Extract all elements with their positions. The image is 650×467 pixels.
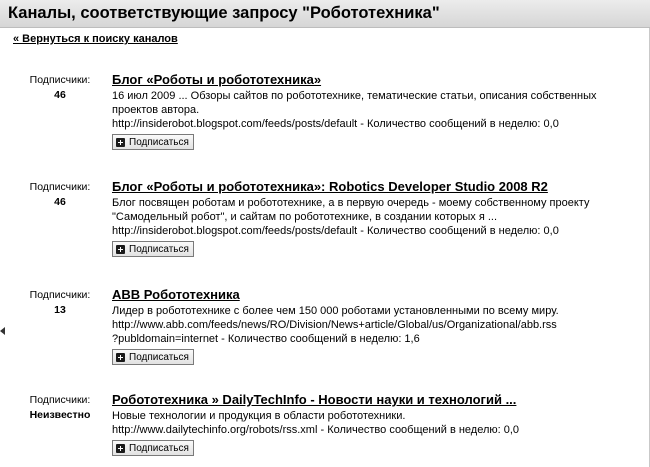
result-feed-info: http://insiderobot.blogspot.com/feeds/posts/default - Количество сообщений в неделю: 0,0	[112, 225, 559, 237]
subscribers-count: Неизвестно	[29, 409, 91, 421]
result-description: 16 июл 2009 ... Обзоры сайтов по робототехнике, тематические статьи, описания собственных проектов автора.	[112, 90, 597, 116]
result-description: Новые технологии и продукция в области робототехники.	[112, 410, 406, 422]
collapse-arrow-icon[interactable]	[0, 327, 5, 335]
result-title-link[interactable]: Блог «Роботы и робототехника»: Robotics Developer Studio 2008 R2	[112, 179, 548, 194]
result-title-link[interactable]: ABB Робототехника	[112, 287, 240, 302]
result-body	[112, 286, 642, 367]
subscribe-button-label: Подписаться	[129, 243, 189, 255]
subscribe-button-label: Подписаться	[129, 136, 189, 148]
subscribers-label: Подписчики:	[29, 394, 91, 406]
subscribers-count: 46	[54, 196, 66, 208]
subscribe-button-label: Подписаться	[129, 442, 189, 454]
subscribe-button[interactable]	[112, 440, 194, 456]
result-title-link[interactable]: Блог «Роботы и робототехника»	[112, 72, 322, 87]
result-body	[112, 178, 642, 259]
subscribers-block	[20, 394, 100, 421]
page-title: Каналы, соответствующие запросу "Робототехника"	[8, 4, 440, 22]
subscribers-label: Подписчики:	[29, 289, 91, 301]
subscribers-block	[20, 74, 100, 101]
result-description: Блог посвящен роботам и робототехнике, а в первую очередь - моему собственному проекту "Самодельный робот", и сайтам по робототехнике, в создании которых я ...	[112, 197, 590, 223]
plus-icon	[116, 245, 125, 254]
subscribe-button[interactable]	[112, 241, 194, 257]
result-feed-info: http://insiderobot.blogspot.com/feeds/posts/default - Количество сообщений в неделю: 0,0	[112, 118, 559, 130]
result-feed-info: http://www.abb.com/feeds/news/RO/Division/News+article/Global/us/Organizational/abb.rss ?publdomain=internet - Количество сообщений в неделю: 1,6	[112, 319, 557, 345]
subscribers-block	[20, 181, 100, 208]
subscribers-count: 13	[54, 304, 66, 316]
result-description: Лидер в робототехнике с более чем 150 000 роботами установленными по всему миру.	[112, 305, 559, 317]
result-body	[112, 71, 642, 152]
result-feed-info: http://www.dailytechinfo.org/robots/rss.xml - Количество сообщений в неделю: 0,0	[112, 424, 520, 436]
subscribers-block	[20, 289, 100, 316]
subscribe-button[interactable]	[112, 349, 194, 365]
subscribe-button-label: Подписаться	[129, 351, 189, 363]
plus-icon	[116, 353, 125, 362]
subscribers-label: Подписчики:	[29, 74, 91, 86]
plus-icon	[116, 138, 125, 147]
subscribers-count: 46	[54, 89, 66, 101]
result-body	[112, 391, 642, 458]
subscribe-button[interactable]	[112, 134, 194, 150]
page-header	[0, 0, 650, 28]
result-title-link[interactable]: Робототехника » DailyTechInfo - Новости науки и технологий ...	[112, 392, 517, 407]
subscribers-label: Подписчики:	[29, 181, 91, 193]
plus-icon	[116, 444, 125, 453]
back-to-search-link[interactable]: « Вернуться к поиску каналов	[13, 33, 178, 45]
